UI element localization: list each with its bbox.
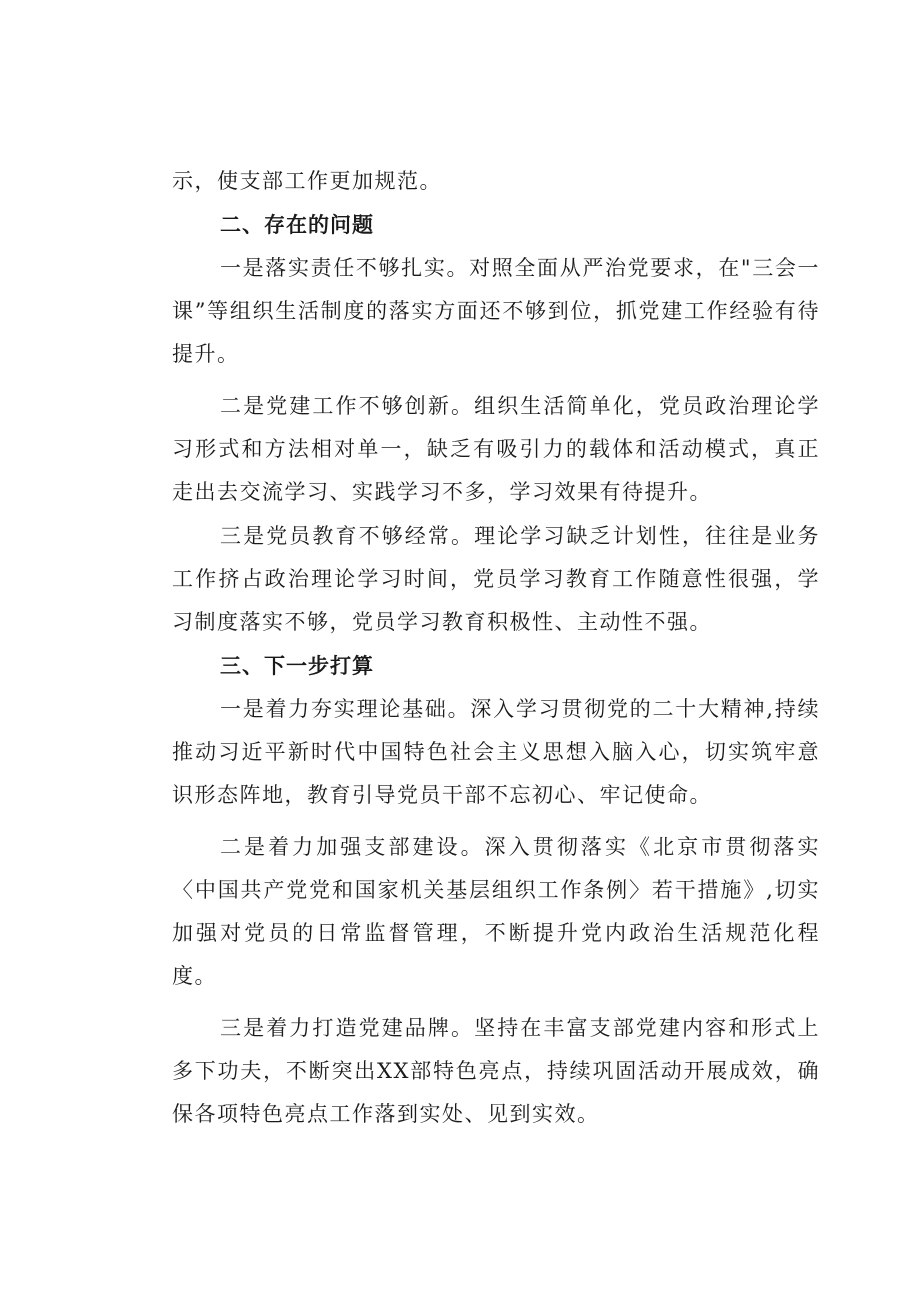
plan-paragraph-3: 三是着力打造党建品牌。坚持在丰富支部党建内容和形式上多下功夫，不断突出XX部特色亮点，持续巩固活动开展成效，确保各项特色亮点工作落到实处、见到实效。 [172, 1016, 820, 1126]
plan-paragraph-2: 二是着力加强支部建设。深入贯彻落实《北京市贯彻落实〈中国共产党党和国家机关基层组织工作条例〉若干措施》,切实加强对党员的日常监督管理，不断提升党内政治生活规范化程度。 [172, 835, 820, 988]
problem-paragraph-1: 一是落实责任不够扎实。对照全面从严治党要求，在"三会一课”等组织生活制度的落实方面还不够到位，抓党建工作经验有待提升。 [172, 256, 820, 366]
plan-paragraph-1: 一是着力夯实理论基础。深入学习贯彻党的二十大精神,持续推动习近平新时代中国特色社会主义思想入脑入心，切实筑牢意识形态阵地，教育引导党员干部不忘初心、牢记使命。 [172, 697, 820, 807]
problem-paragraph-2: 二是党建工作不够创新。组织生活简单化，党员政治理论学习形式和方法相对单一，缺乏有吸引力的载体和活动模式，真正走出去交流学习、实践学习不多，学习效果有待提升。 [172, 394, 820, 504]
document-body [172, 160, 820, 1136]
problem-paragraph-3: 三是党员教育不够经常。理论学习缺乏计划性，往往是业务工作挤占政治理论学习时间，党员学习教育工作随意性很强，学习制度落实不够，党员学习教育积极性、主动性不强。 [172, 524, 820, 634]
intro-paragraph-tail: 示，使支部工作更加规范。 [172, 169, 442, 193]
section-heading-problems: 二、存在的问题 [220, 213, 374, 237]
section-heading-next-steps: 三、下一步打算 [220, 654, 374, 678]
